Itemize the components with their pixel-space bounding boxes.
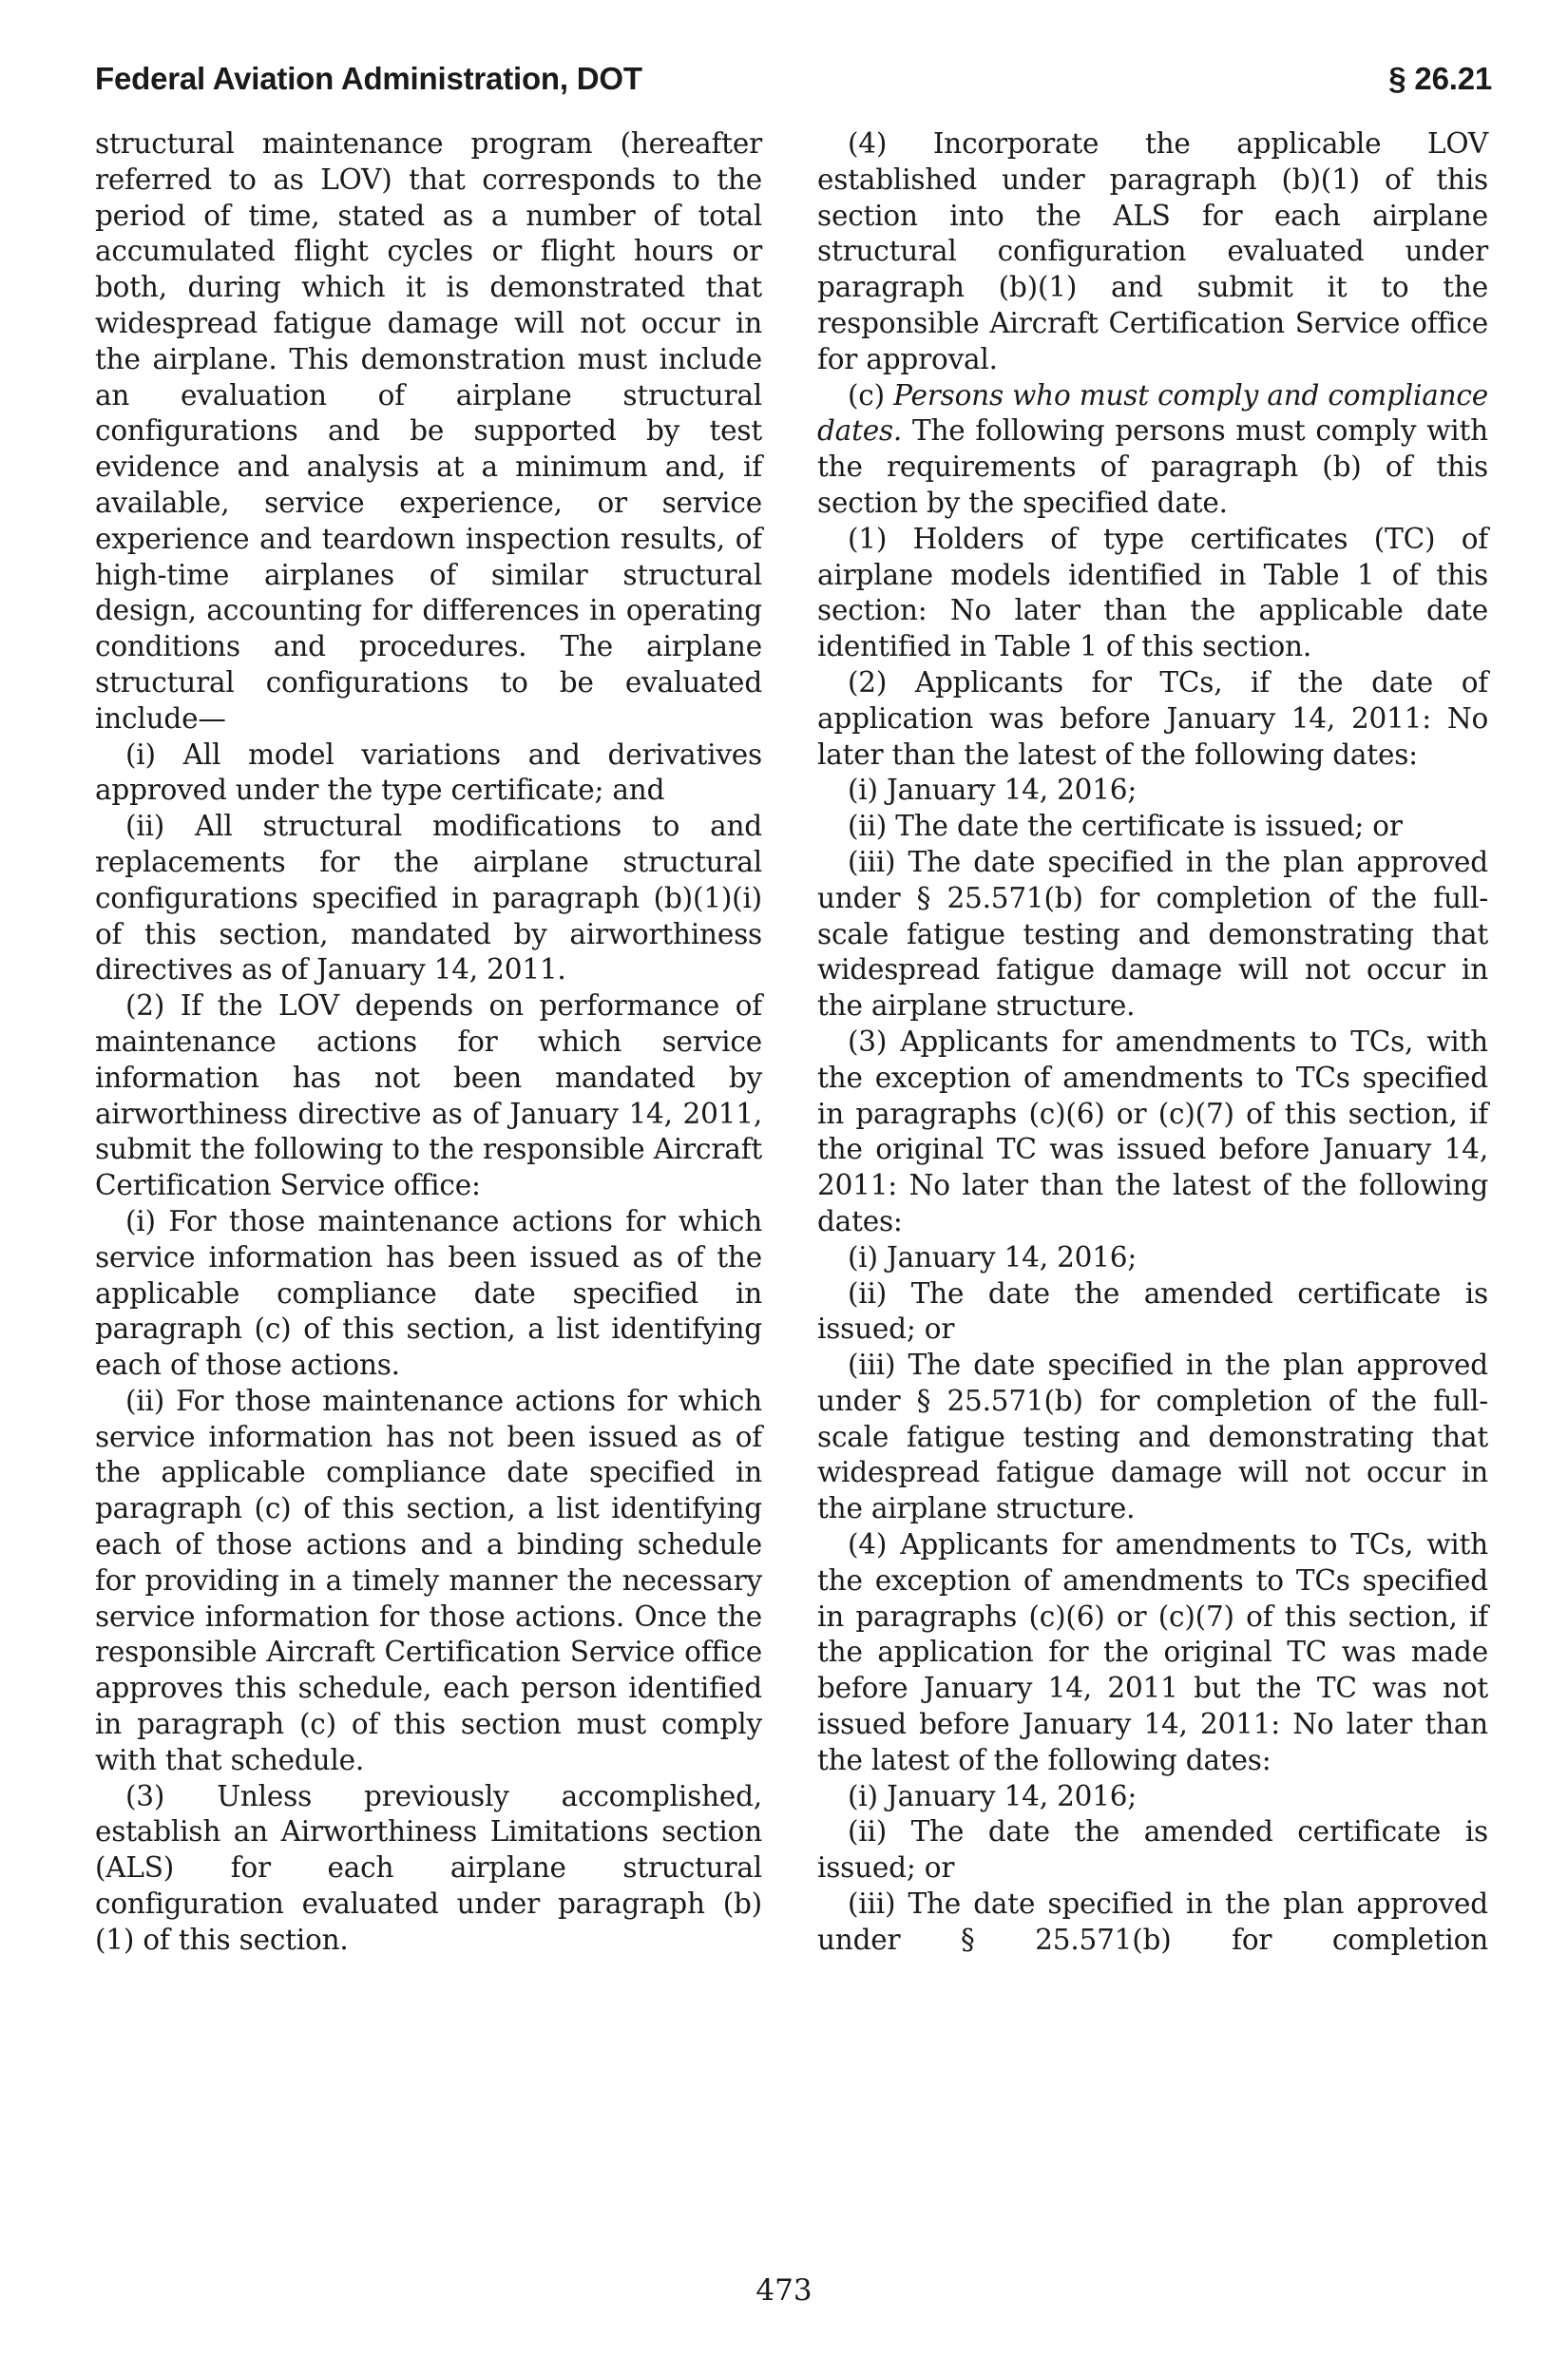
running-header [95,55,1492,103]
paragraph: (4) Incorporate the applicable LOV established under paragraph (b)(1) of this section into the ALS for each airplane structural configuration evaluated under paragraph (b)(1) and submit it to the responsible Aircraft Certification Service office for approval. [817,127,1488,375]
paragraph: (4) Applicants for amendments to TCs, with the exception of amendments to TCs specified in paragraphs (c)(6) or (c)(7) of this section, if the application for the original TC was made before January 14, 2011 but the TC was not issued before January 14, 2011: No later than the latest of the following dates: [817,1528,1488,1776]
section-c-heading-paragraph [817,378,1488,522]
paragraph: (i) January 14, 2016; [848,1240,1138,1274]
paragraph: (ii) All structural modifications to and replacements for the airplane structural configurations specified in paragraph (b)(1)(i) of this section, mandated by airworthiness directives as of January 14, 2011. [95,810,762,987]
paragraph: (i) All model variations and derivatives approved under the type certificate; and [95,738,762,807]
paragraph: structural maintenance program (hereafter referred to as LOV) that corresponds to the period of time, stated as a number of total accumulated flight cycles or flight hours or both, during which it is demonstrated that widespread fatigue damage will not occur in the airplane. This demonstration must include an evaluation of airplane structural configurations and be supported by test evidence and analysis at a minimum and, if available, service experience, or service experience and teardown inspection results, of high-time airplanes of similar structural design, accounting for differences in operating conditions and procedures. The airplane structural configurations to be evaluated include— [95,127,762,735]
paragraph: (ii) The date the amended certificate is issued; or [817,1276,1488,1346]
section-number: § 26.21 [1388,61,1492,96]
paragraph: (iii) The date specified in the plan approved under § 25.571(b) for completion of the full-scale fatigue testing and demonstrating that widespread fatigue damage will not occur in the airplane structure. [817,845,1488,1023]
paragraph: (3) Unless previously accomplished, establish an Airworthiness Limitations section (ALS) for each airplane structural configuration evaluated under paragraph (b)(1) of this section. [95,1779,762,1956]
paragraph: (iii) The date specified in the plan approved under § 25.571(b) for completion [817,1887,1488,1956]
paragraph: (ii) The date the certificate is issued; or [848,810,1403,843]
agency-title: Federal Aviation Administration, DOT [95,61,642,96]
paragraph: (i) January 14, 2016; [848,774,1138,807]
right-column [817,126,1488,1959]
left-column [95,126,762,1959]
paragraph-label: (c) [848,378,885,412]
paragraph: (2) Applicants for TCs, if the date of application was before January 14, 2011: No later than the latest of the following dates: [817,665,1488,771]
paragraph: (2) If the LOV depends on performance of maintenance actions for which service information has not been mandated by airworthiness directive as of January 14, 2011, submit the following to the responsible Aircraft Certification Service office: [95,989,762,1202]
paragraph: (i) January 14, 2016; [848,1779,1138,1812]
paragraph: (iii) The date specified in the plan approved under § 25.571(b) for completion of the full-scale fatigue testing and demonstrating that widespread fatigue damage will not occur in the airplane structure. [817,1349,1488,1525]
paragraph: (ii) The date the amended certificate is issued; or [817,1815,1488,1885]
paragraph: (i) For those maintenance actions for which service information has been issued as of the applicable compliance date specified in paragraph (c) of this section, a list identifying each of those actions. [95,1204,762,1382]
paragraph: (3) Applicants for amendments to TCs, with the exception of amendments to TCs specified in paragraphs (c)(6) or (c)(7) of this section, if the original TC was issued before January 14, 2011: No later than the latest of the following dates: [817,1025,1488,1237]
page-number: 473 [755,2273,813,2308]
italic-heading: Persons who must comply and compliance dates. [817,378,1488,448]
paragraph: (ii) For those maintenance actions for which service information has not been issued as of the applicable compliance date specified in paragraph (c) of this section, a list identifying each of those actions and a binding schedule for providing in a timely manner the necessary service information for those actions. Once the responsible Aircraft Certification Service office approves this schedule, each person identified in paragraph (c) of this section must comply with that schedule. [95,1384,762,1776]
paragraph: (1) Holders of type certificates (TC) of airplane models identified in Table 1 of this section: No later than the applicable date identified in Table 1 of this section. [817,522,1488,663]
paragraph-text: The following persons must comply with the requirements of paragraph (b) of this section by the specified date. [817,414,1488,519]
